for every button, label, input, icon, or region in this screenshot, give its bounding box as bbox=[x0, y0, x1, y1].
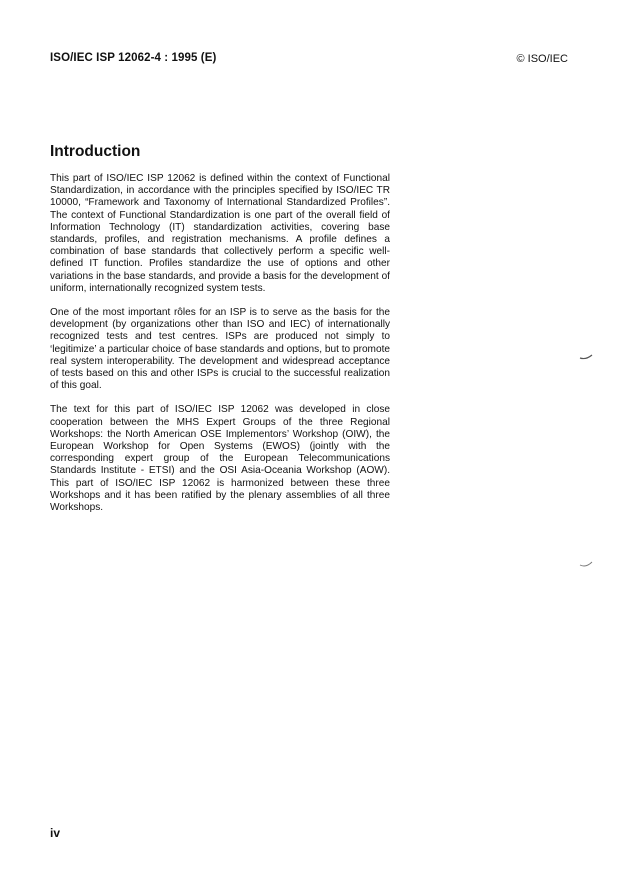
page-number: iv bbox=[50, 826, 61, 840]
paragraph: This part of ISO/IEC ISP 12062 is defined within the context of Functional Standardization, in accordance with the principles specified by ISO/IEC TR 10000, “Framework and Taxonomy of International Standardized Profiles”. The context of Functional Standardization is one part of the overall field of Information Technology (IT) standardization activities, covering base standards, profiles, and registration mechanisms. A profile defines a combination of base standards that collectively perform a specific well-defined IT function. Profiles standardize the use of options and other variations in the base standards, and provide a basis for the development of uniform, internationally recognized system tests. bbox=[50, 173, 390, 294]
scan-artifact-mark bbox=[579, 352, 593, 360]
paragraph: The text for this part of ISO/IEC ISP 12062 was developed in close cooperation between the MHS Expert Groups of the three Regional Workshops: the North American OSE Implementors’ Workshop (OIW), the European Workshop for Open Systems (EWOS) (jointly with the corresponding expert group of the European Telecommunications Standards Institute - ETSI) and the OSI Asia-Oceania Workshop (AOW). This part of ISO/IEC ISP 12062 is harmonized between these three Workshops and it has been ratified by the plenary assemblies of all three Workshops. bbox=[50, 404, 390, 514]
introduction-body bbox=[50, 173, 390, 526]
paragraph: One of the most important rôles for an ISP is to serve as the basis for the development (by organizations other than ISO and IEC) of internationally recognized tests and test centres. ISPs are produced not simply to ‘legitimize’ a particular choice of base standards and options, but to promote real system interoperability. The development and widespread acceptance of tests based on this and other ISPs is crucial to the successful realization of this goal. bbox=[50, 307, 390, 392]
copyright-notice: © ISO/IEC bbox=[516, 53, 568, 65]
scan-artifact-mark bbox=[579, 560, 593, 568]
document-identifier: ISO/IEC ISP 12062-4 : 1995 (E) bbox=[50, 52, 217, 64]
section-title: Introduction bbox=[50, 143, 141, 160]
